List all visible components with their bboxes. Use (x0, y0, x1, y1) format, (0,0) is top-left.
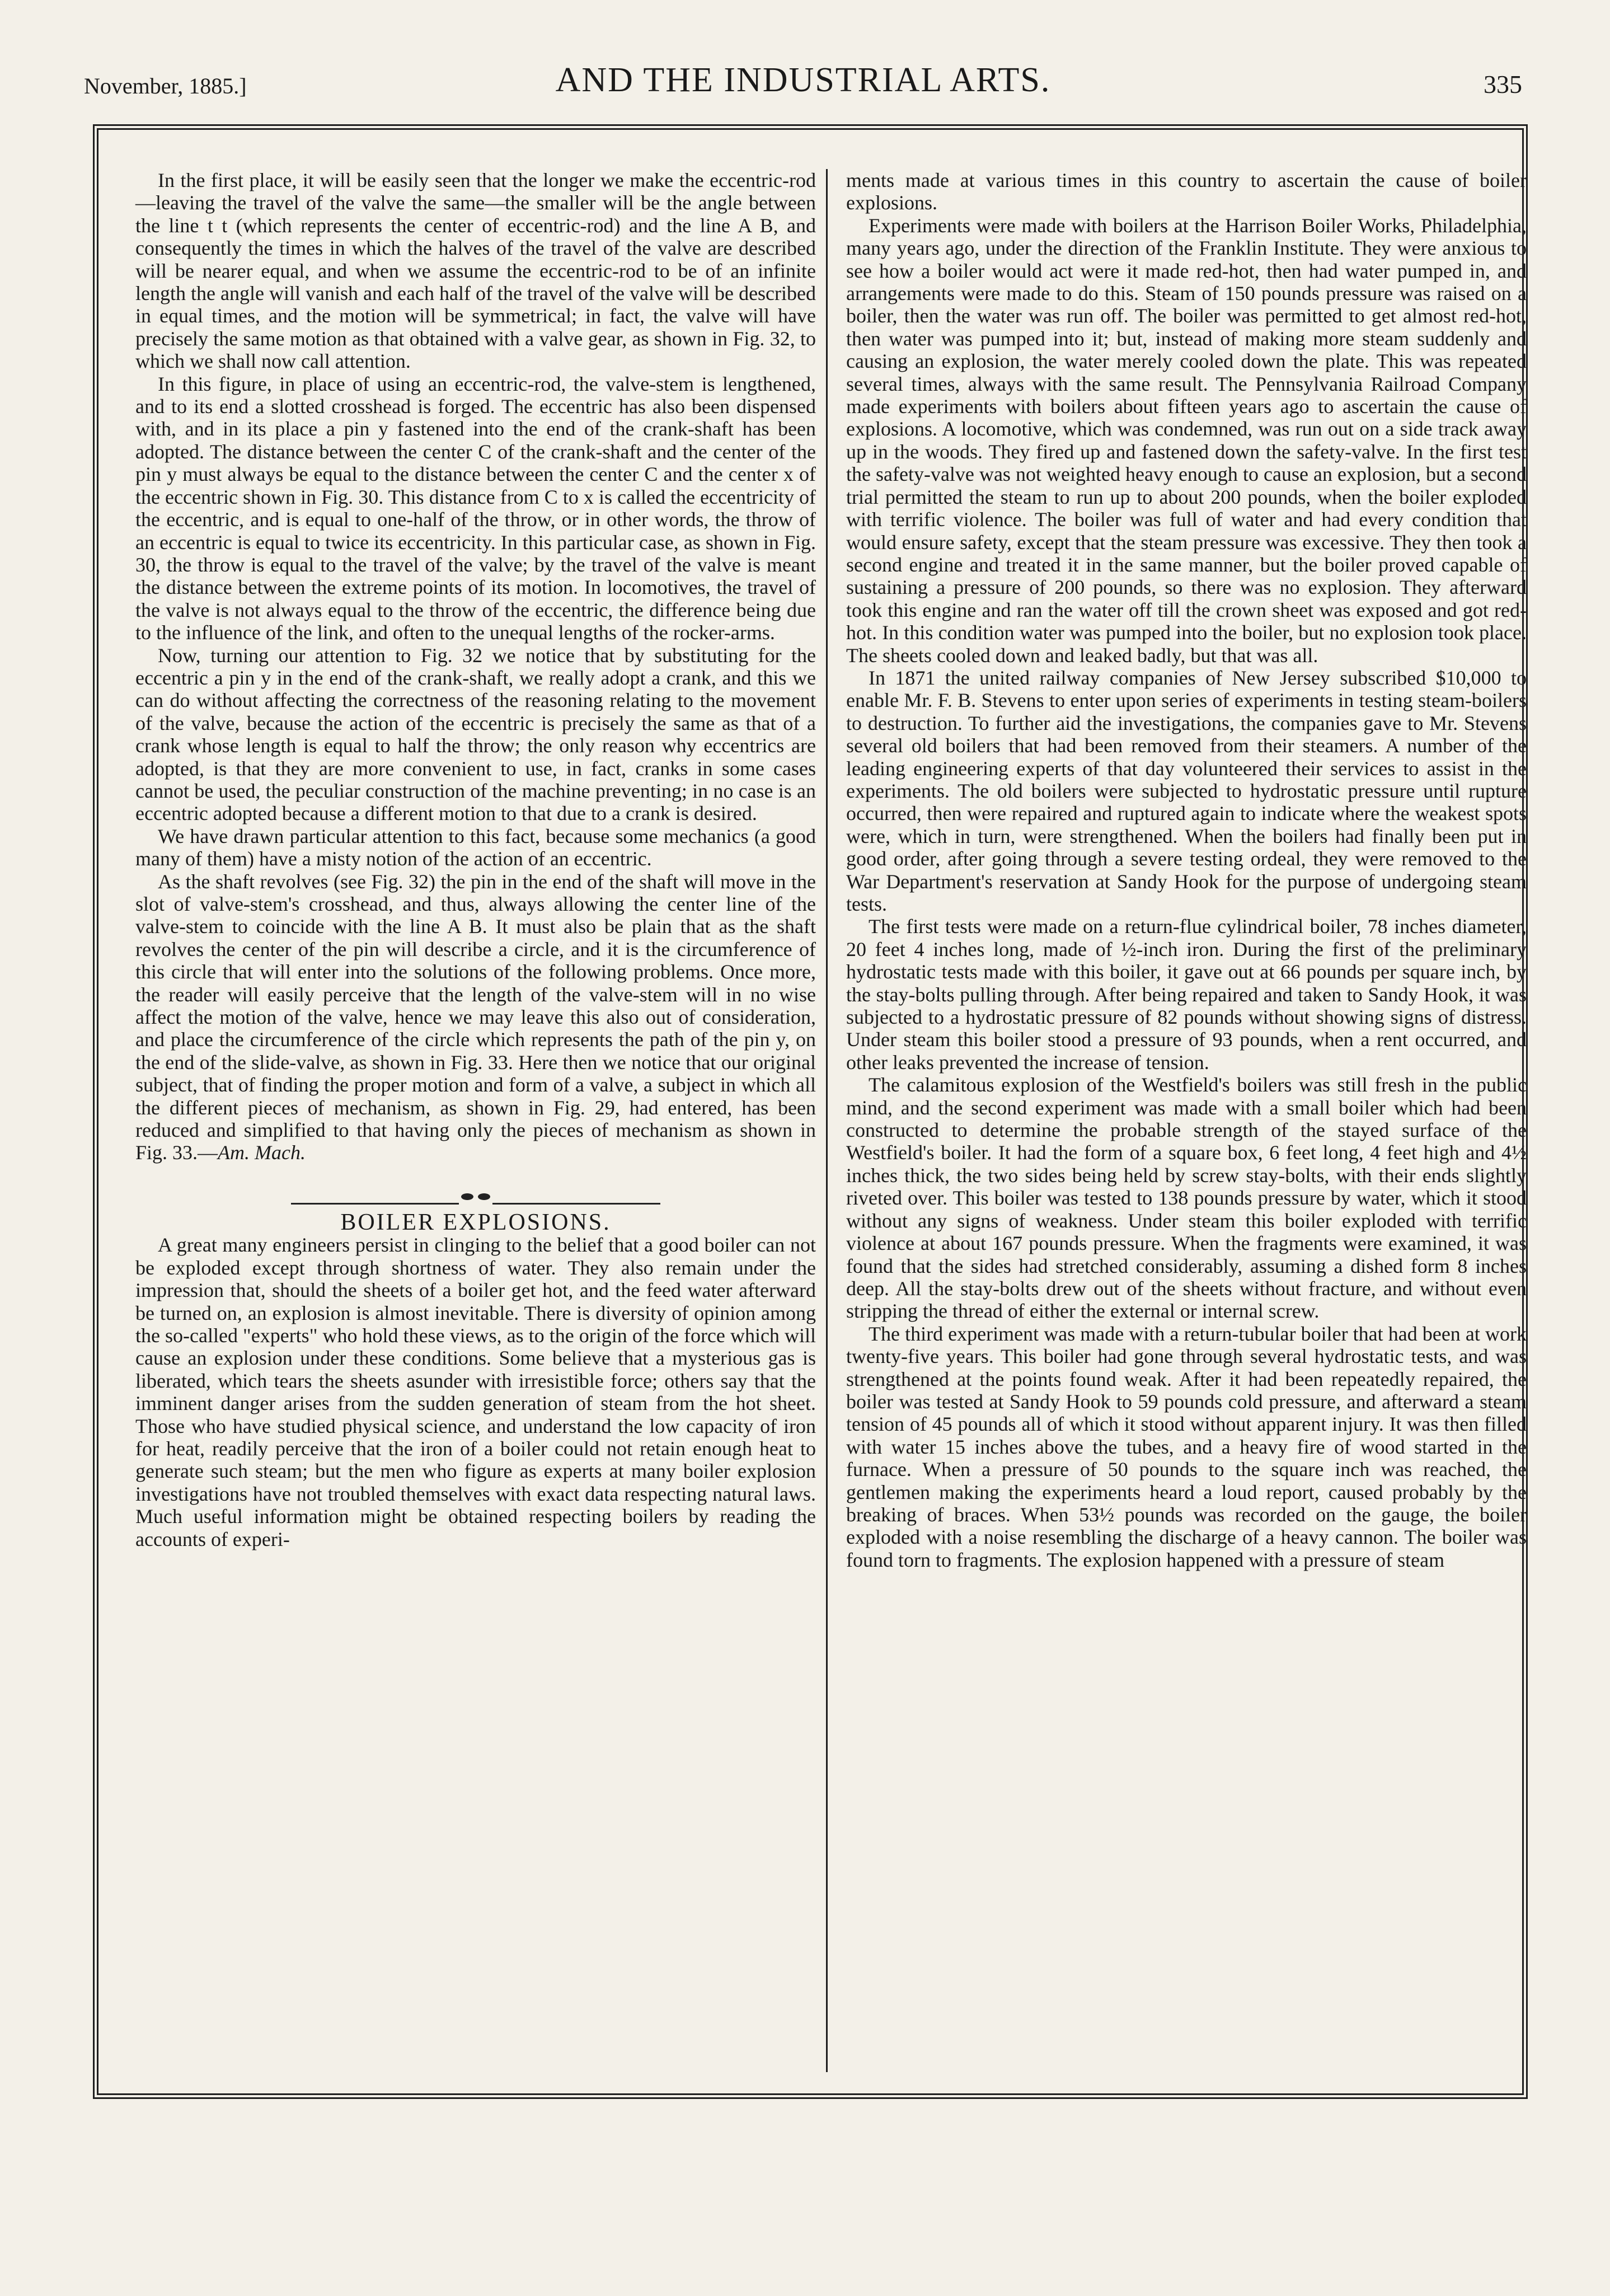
paragraph: Experiments were made with boilers at the Harrison Boiler Works, Philadelphia, many years ago, under the direction of the Franklin Institute. They were anxious to see how a boiler would act were it made red-hot, then had water pumped in, and arrangements were made to do this. Steam of 150 pounds pressure was raised on a boiler, then the water was run off. The boiler was permitted to get almost red-hot, then water was pumped into it; but, instead of making more steam suddenly and causing an explosion, the water merely cooled down the plate. This was repeated several times, always with the same result. The Pennsylvania Railroad Company made experiments with boilers about fifteen years ago to ascertain the cause of explosions. A locomotive, which was condemned, was run out on a side track away up in the woods. They fired up and fastened down the safety-valve. In the first test the safety-valve was not weighted heavy enough to cause an explosion, but a second trial permitted the steam to run up to about 200 pounds, when the boiler exploded with terrific violence. The boiler was full of water and had every condition that would ensure safety, except that the steam pressure was excessive. They then took a second engine and treated it in the same manner, but the boiler proved capable of sustaining a pressure of 200 pounds, so there was no explosion. They afterward took this engine and ran the water off till the crown sheet was exposed and got red-hot. In this condition water was pumped into the boiler, but no explosion took place. The sheets cooled down and leaked badly, but that was all. (846, 214, 1527, 667)
right-column (846, 169, 1527, 1571)
paragraph: In the first place, it will be easily seen that the longer we make the eccentric-rod—leaving the travel of the valve the same—the smaller will be the angle between the line t t (which represents the center of eccentric-rod) and the line A B, and consequently the times in which the halves of the travel of the valve are described will be nearer equal, and when we assume the eccentric-rod to be of an infinite length the angle will vanish and each half of the travel of the valve will be described in equal times, and the motion will be symmetrical; in fact, the valve will have precisely the same motion as that obtained with a valve gear, as shown in Fig. 32, to which we shall now call attention. (135, 169, 816, 373)
running-head (84, 60, 1522, 116)
journal-title: AND THE INDUSTRIAL ARTS. (555, 61, 1051, 99)
page-frame (93, 124, 1528, 2099)
paragraph: The first tests were made on a return-flue cylindrical boiler, 78 inches diameter, 20 feet 4 inches long, made of ½-inch iron. During the first of the preliminary hydrostatic tests made with this boiler, it gave out at 66 pounds per square inch, by the stay-bolts pulling through. After being repaired and taken to Sandy Hook, it was subjected to a hydrostatic pressure of 82 pounds without showing signs of distress. Under steam this boiler stood a pressure of 93 pounds, when a rent occurred, and other leaks prevented the increase of tension. (846, 915, 1527, 1074)
left-column (135, 169, 816, 1550)
section-divider-ornament (135, 1183, 816, 1194)
paragraph-with-source (135, 870, 816, 1164)
issue-date: November, 1885.] (84, 73, 247, 99)
column-rule (826, 169, 828, 2072)
paragraph: The calamitous explosion of the Westfield's boilers was still fresh in the public mind, and the second experiment was made with a small boiler which had been constructed to determine the probable strength of the stayed surface of the Westfield's boiler. It had the form of a square box, 6 feet long, 4 feet high and 4½ inches thick, the two sides being held by screw stay-bolts, with their ends slightly riveted over. This boiler was tested to 138 pounds pressure by water, which it stood without any signs of weakness. Under steam this boiler exploded with terrific violence at about 167 pounds pressure. When the fragments were examined, it was found that the sides had stretched considerably, assuming a dished form 8 inches deep. All the stay-bolts drew out of the sheets without fracture, and without even stripping the thread of either the external or internal screw. (846, 1074, 1527, 1323)
section-title: BOILER EXPLOSIONS. (340, 1209, 611, 1235)
paragraph: The third experiment was made with a return-tubular boiler that had been at work twenty-five years. This boiler had gone through several hydrostatic tests, and was strengthened at the points found weak. After it had been repeatedly repaired, the boiler was tested at Sandy Hook to 59 pounds cold pressure, and afterward a steam tension of 45 pounds all of which it stood without apparent injury. It was then filled with water 15 inches above the tubes, and a heavy fire of wood started in the furnace. When a pressure of 50 pounds to the square inch was reached, the gentlemen making the experiments heard a loud report, caused probably by the breaking of braces. When 53½ pounds was recorded on the gauge, the boiler exploded with a noise resembling the discharge of a heavy cannon. The boiler was found torn to fragments. The explosion happened with a pressure of steam (846, 1322, 1527, 1571)
paragraph: We have drawn particular attention to this fact, because some mechanics (a good many of them) have a misty notion of the action of an eccentric. (135, 824, 816, 870)
paragraph-text: As the shaft revolves (see Fig. 32) the pin in the end of the shaft will move in the slot of valve-stem's crosshead, and thus, always allowing the center line of the valve-stem to coincide with the line A B. It must also be plain that as the shaft revolves the center of the pin will describe a circle, and it is the circumference of this circle that will enter into the solutions of the following problems. Once more, the reader will easily perceive that the length of the valve-stem will in no wise affect the motion of the valve, hence we may leave this also out of consideration, and place the circumference of the circle which represents the path of the pin y, on the end of the slide-valve, as shown in Fig. 33. Here then we notice that our original subject, that of finding the proper motion and form of a valve, a subject in which all the different pieces of mechanism, as shown in Fig. 29, had entered, has been reduced and simplified to that having only the pieces of mechanism as shown in Fig. 33.— (135, 870, 816, 1164)
source-citation: Am. Mach. (218, 1141, 306, 1164)
paragraph: In 1871 the united railway companies of New Jersey subscribed $10,000 to enable Mr. F. B. Stevens to enter upon series of experiments in testing steam-boilers to destruction. To further aid the investigations, the companies gave to Mr. Stevens several old boilers that had been removed from their steamers. A number of the leading engineering experts of that day volunteered their services to assist in the experiments. The old boilers were subjected to hydrostatic pressure until rupture occurred, then were repaired and ruptured again to indicate where the weakest spots were, which in turn, were strengthened. When the boilers had finally been put in good order, after going through a severe testing ordeal, they were removed to the War Department's reservation at Sandy Hook for the purpose of undergoing steam tests. (846, 666, 1527, 915)
paragraph: Now, turning our attention to Fig. 32 we notice that by substituting for the eccentric a pin y in the end of the crank-shaft, we really adopt a crank, and this we can do without affecting the correctness of the reasoning relating to the movement of the valve, because the action of the eccentric is precisely the same as that of a crank whose length is equal to half the throw; the only reason why eccentrics are adopted, is that they are more convenient to use, in fact, cranks in some cases cannot be used, the peculiar construction of the machine preventing; in no case is an eccentric adopted because a different motion to that due to a crank is desired. (135, 644, 816, 825)
paragraph: In this figure, in place of using an eccentric-rod, the valve-stem is lengthened, and to its end a slotted crosshead is forged. The eccentric has also been dispensed with, and in its place a pin y fastened into the end of the crank-shaft has been adopted. The distance between the center C of the crank-shaft and the center of the pin y must always be equal to the distance between the center C and the center x of the eccentric shown in Fig. 30. This distance from C to x is called the eccentricity of the eccentric, and is equal to one-half of the throw, or in other words, the throw of an eccentric is equal to twice its eccentricity. In this particular case, as shown in Fig. 30, the throw is equal to the travel of the valve; by the travel of the valve is meant the distance between the extreme points of its motion. In locomotives, the travel of the valve is not always equal to the throw of the eccentric, the difference being due to the influence of the link, and often to the unequal lengths of the rocker-arms. (135, 372, 816, 644)
paragraph: A great many engineers persist in clinging to the belief that a good boiler can not be exploded except through shortness of water. They also remain under the impression that, should the sheets of a boiler get hot, and the feed water afterward be turned on, an explosion is almost inevitable. There is diversity of opinion among the so-called "experts" who hold these views, as to the origin of the force which will cause an explosion under these conditions. Some believe that a mysterious gas is liberated, which tears the sheets asunder with irresistible force; others say that the imminent danger arises from the sudden generation of steam from the hot sheet. Those who have studied physical science, and understand the low capacity of iron for heat, readily perceive that the iron of a boiler could not retain enough heat to generate such steam; but the men who figure as experts at many boiler explosion investigations have not troubled themselves with exact data respecting natural laws. Much useful information might be obtained respecting boilers by reading the accounts of experi- (135, 1234, 816, 1550)
continued-paragraph: ments made at various times in this country to ascertain the cause of boiler explosions. (846, 169, 1527, 214)
page-number: 335 (1484, 70, 1522, 99)
